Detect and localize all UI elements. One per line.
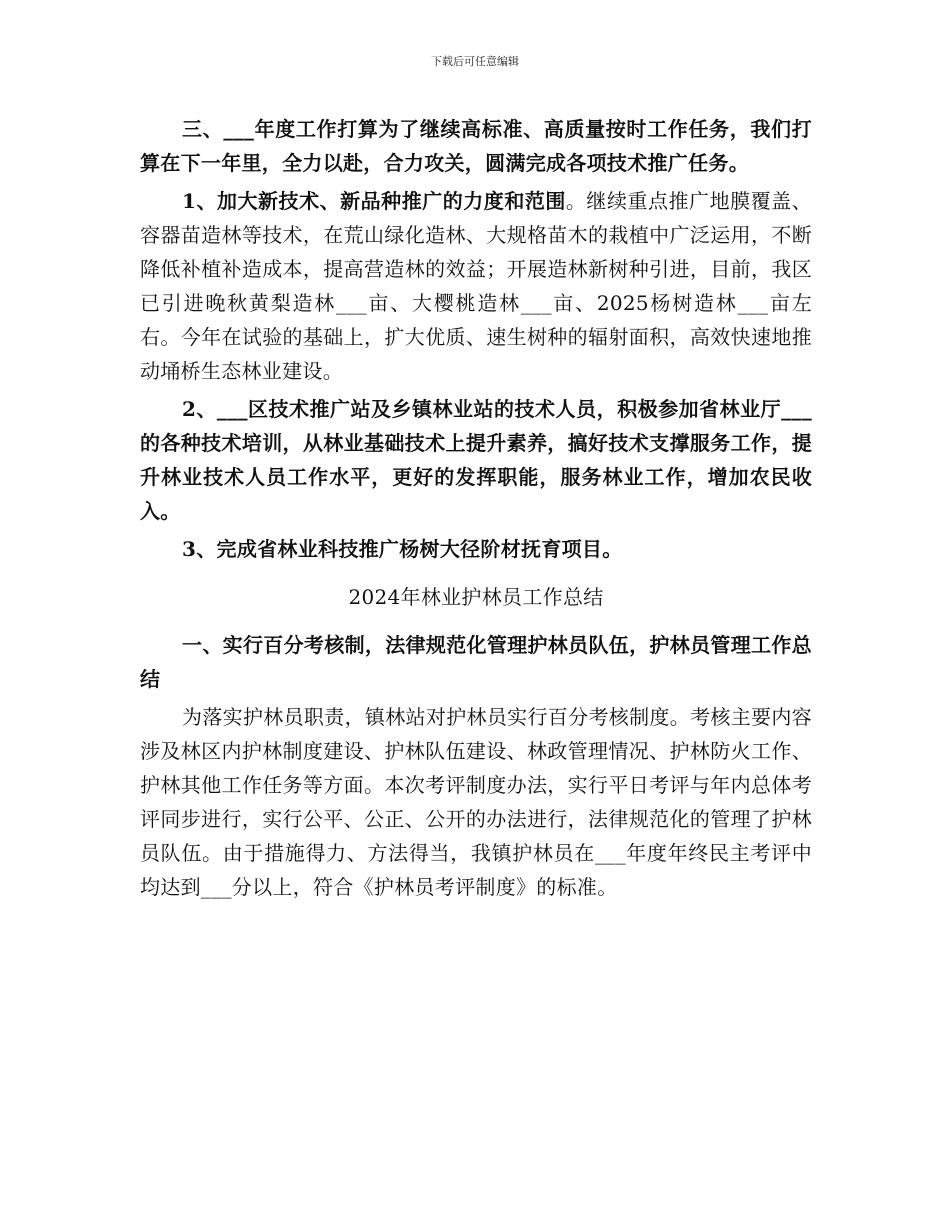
summary-paragraph-1: 为落实护林员职责，镇林站对护林员实行百分考核制度。考核主要内容涉及林区内护林制度建设、护林队伍建设、林政管理情况、护林防火工作、护林其他工作任务等方面。本次考评制度办法，实行平日考评与年内总体考评同步进行，实行公平、公正、公开的办法进行，法律规范化的管理了护林员队伍。由于措施得力、方法得当，我镇护林员在___年度年终民主考评中均达到___分以上，符合《护林员考评制度》的标准。 xyxy=(140,705,812,899)
summary-title: 2024年林业护林员工作总结 xyxy=(348,585,604,609)
plan-item-1-text: 。继续重点推广地膜覆盖、容器苗造林等技术，在荒山绿化造林、大规格苗木的栽植中广泛运用，不断降低补植补造成本，提高营造林的效益；开展造林新树种引进，目前，我区已引进晚秋黄梨造林___亩、大樱桃造林___亩、2025杨树造林___亩左右。今年在试验的基础上，扩大优质、速生树种的辐射面积，高效快速地推动埇桥生态林业建设。 xyxy=(140,189,812,383)
plan-item-2: 2、___区技术推广站及乡镇林业站的技术人员，积极参加省林业厅___的各种技术培训，从林业基础技术上提升素养，搞好技术支撑服务工作，提升林业技术人员工作水平，更好的发挥职能，服务林业工作，增加农民收入。 xyxy=(140,397,812,523)
summary-heading-1: 一、实行百分考核制，法律规范化管理护林员队伍，护林员管理工作总结 xyxy=(140,633,812,691)
page-header: 下载后可任意编辑 xyxy=(431,55,519,68)
plan-item-3: 3、完成省林业科技推广杨树大径阶材抚育项目。 xyxy=(182,537,623,561)
plan-item-1-title: 1、加大新技术、新品种推广的力度和范围 xyxy=(182,189,566,213)
section-heading-plan: 三、___年度工作打算为了继续高标准、高质量按时工作任务，我们打算在下一年里，全力以赴，合力攻关，圆满完成各项技术推广任务。 xyxy=(140,117,812,175)
document-body xyxy=(140,112,812,904)
plan-item-1 xyxy=(140,184,812,388)
